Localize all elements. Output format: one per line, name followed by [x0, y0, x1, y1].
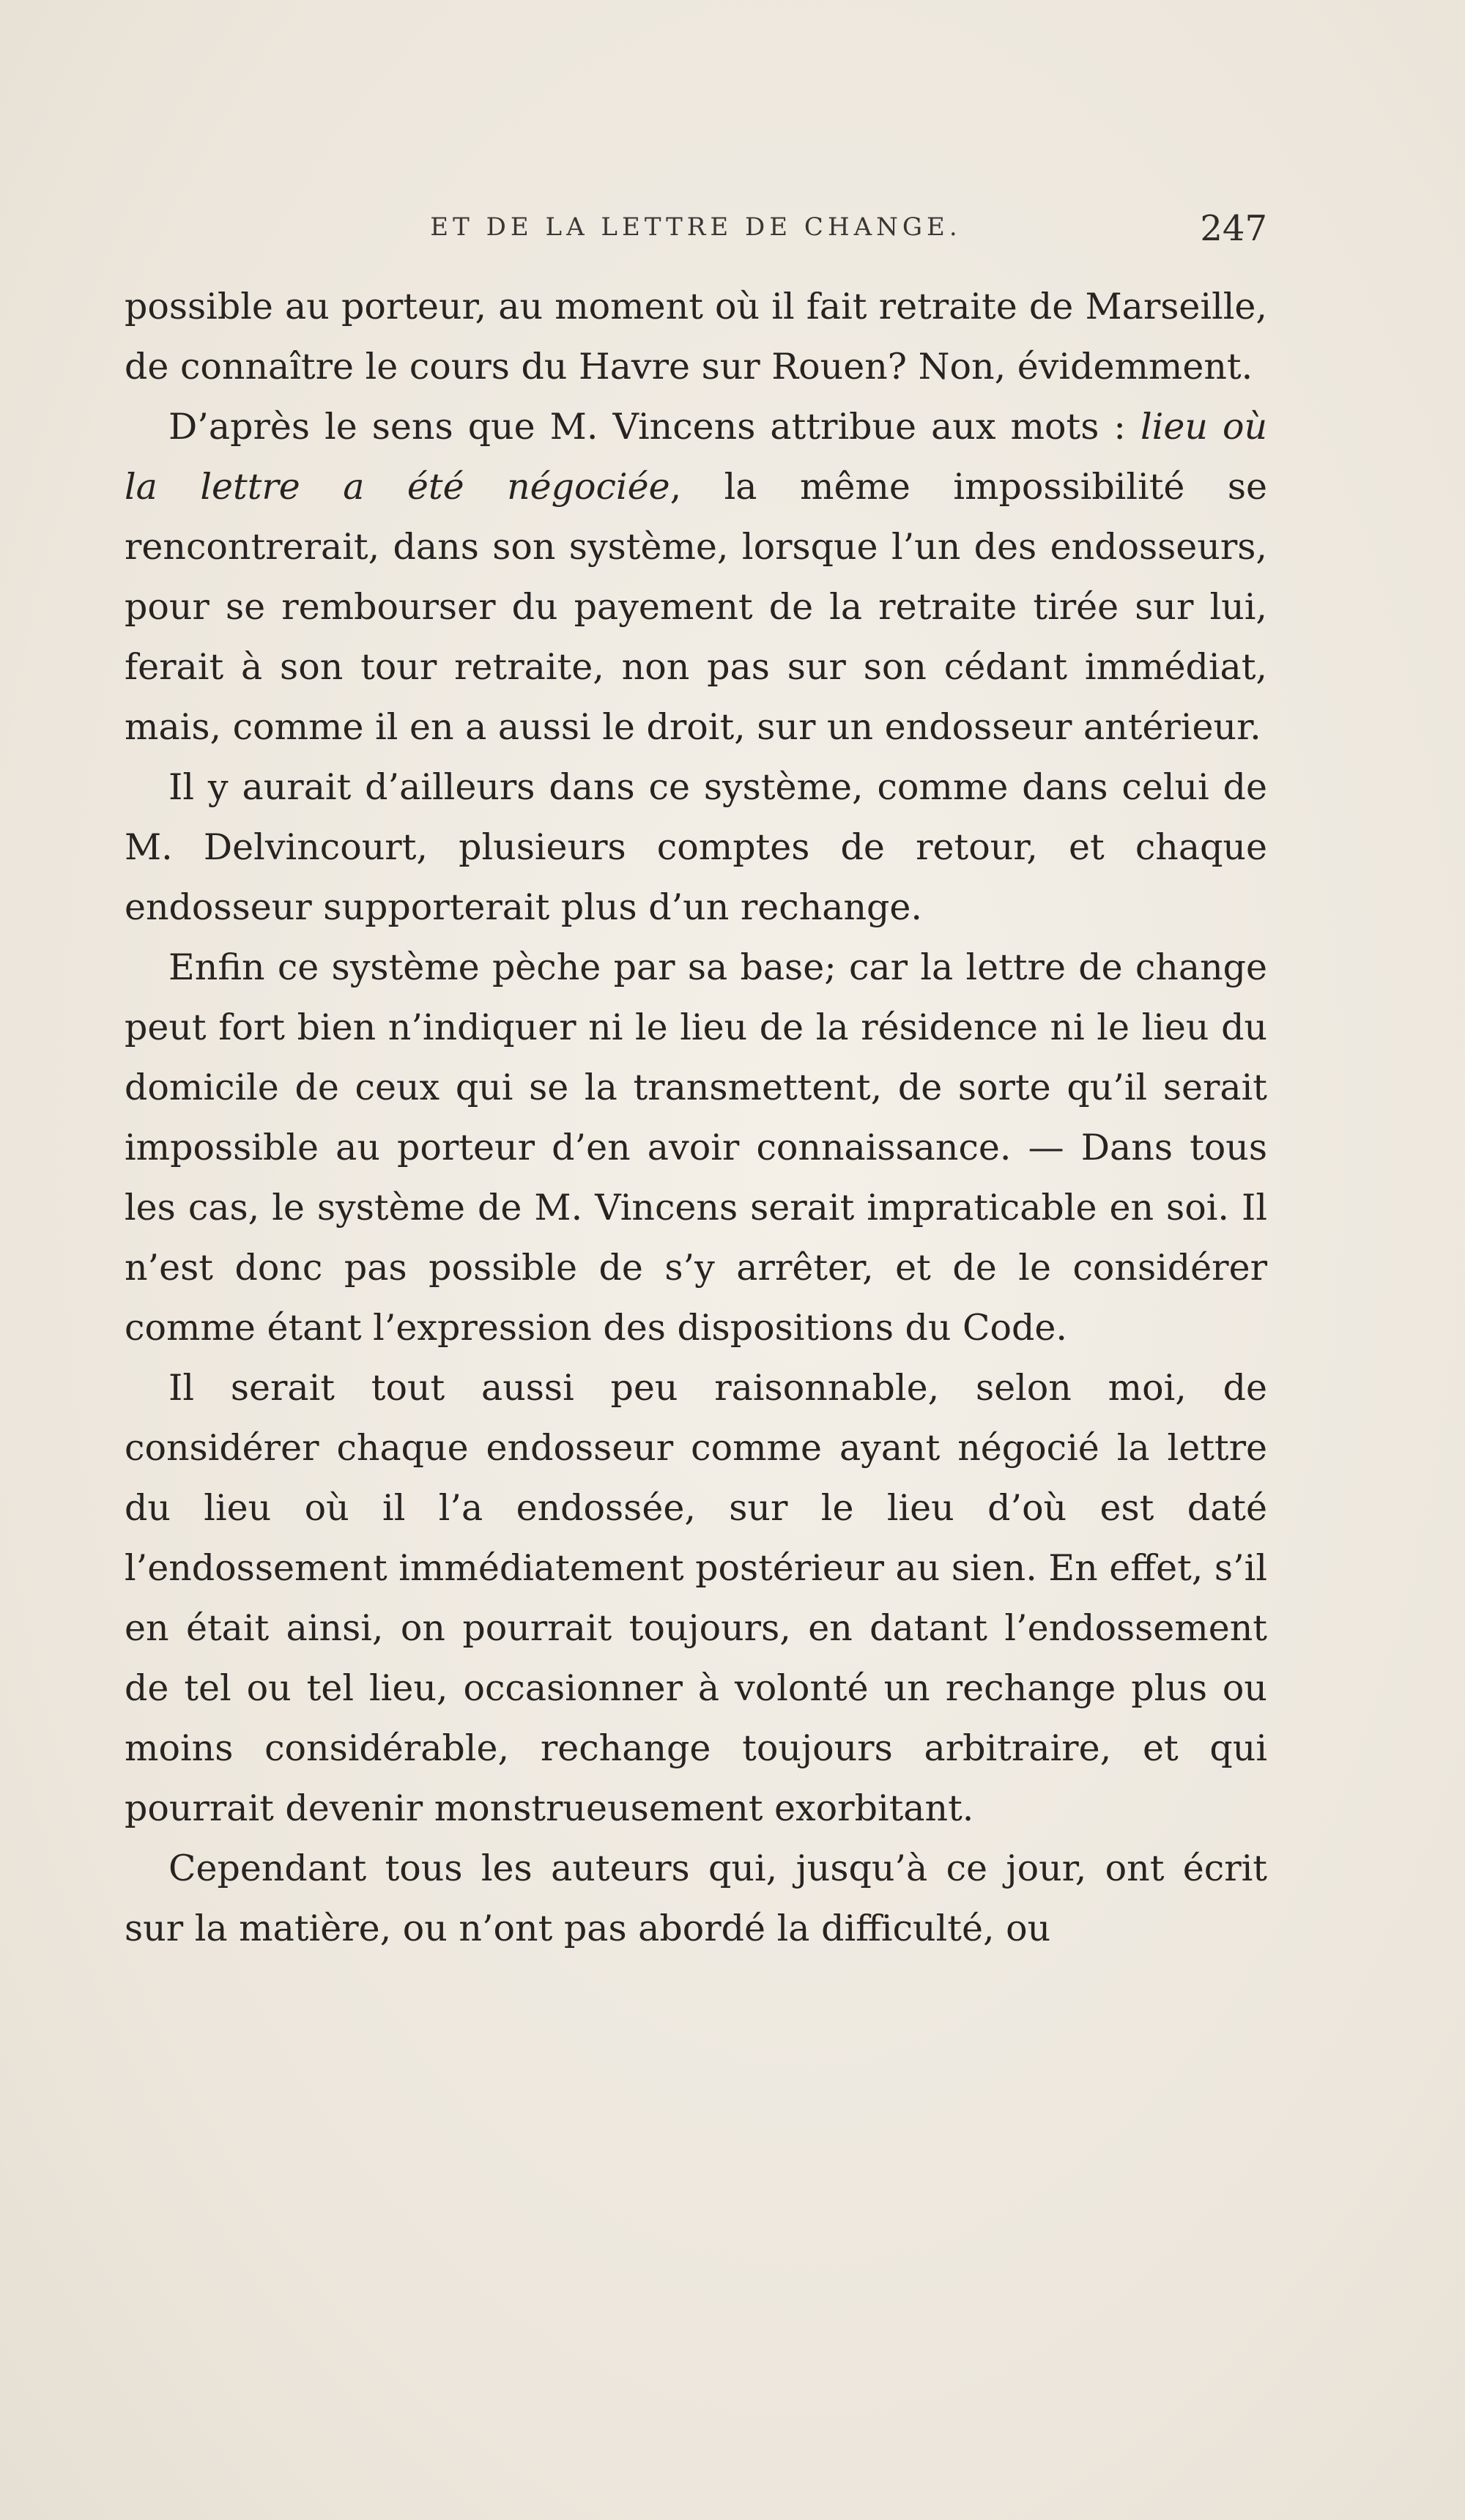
paragraph-3: Il y aurait d’ailleurs dans ce système, comme dans celui de M. Delvincourt, plusieurs comptes de retour, et chaque endosseur supporterait plus d’un rechange.	[125, 766, 1267, 928]
page-number: 247	[1200, 208, 1267, 249]
quoted-phrase: lieu où la lettre a été négociée	[125, 406, 1267, 508]
running-head: ET DE LA LETTRE DE CHANGE.	[430, 212, 962, 242]
paragraph-5: Il serait tout aussi peu raisonnable, selon moi, de considérer chaque endosseur comme ayant négocié la lettre du lieu où il l’a endossée, sur le lieu d’où est daté l’endossement immédiatement postérieur au sien. En effet, s’il en était ainsi, on pourrait toujours, en datant l’endossement de tel ou tel lieu, occasionner à volonté un rechange plus ou moins considérable, rechange toujours arbitraire, et qui pourrait devenir monstrueusement exorbitant.	[125, 1367, 1267, 1829]
paragraph-6: Cependant tous les auteurs qui, jusqu’à ce jour, ont écrit sur la matière, ou n’ont pas abordé la difficulté, ou	[125, 1848, 1267, 1949]
paragraph-2	[125, 397, 1267, 757]
body-text	[125, 277, 1267, 1959]
paragraph-2-start: D’après le sens que M. Vincens attribue aux mots :	[168, 406, 1126, 448]
page-header	[125, 208, 1267, 256]
paragraph-2-end: , la même impossibilité se rencontrerait, dans son système, lorsque l’un des endosseurs, pour se rembourser du payement de la retraite tirée sur lui, ferait à son tour retraite, non pas sur son cédant immédiat, mais, comme il en a aussi le droit, sur un endosseur antérieur.	[125, 466, 1267, 748]
paragraph-1: possible au porteur, au moment où il fait retraite de Marseille, de connaître le cours du Havre sur Rouen? Non, évidemment.	[125, 286, 1267, 388]
paragraph-4: Enfin ce système pèche par sa base; car la lettre de change peut fort bien n’indiquer ni le lieu de la résidence ni le lieu du domicile de ceux qui se la transmettent, de sorte qu’il serait impossible au porteur d’en avoir connaissance. — Dans tous les cas, le système de M. Vincens serait impraticable en soi. Il n’est donc pas possible de s’y arrêter, et de le considérer comme étant l’expression des dispositions du Code.	[125, 946, 1267, 1349]
